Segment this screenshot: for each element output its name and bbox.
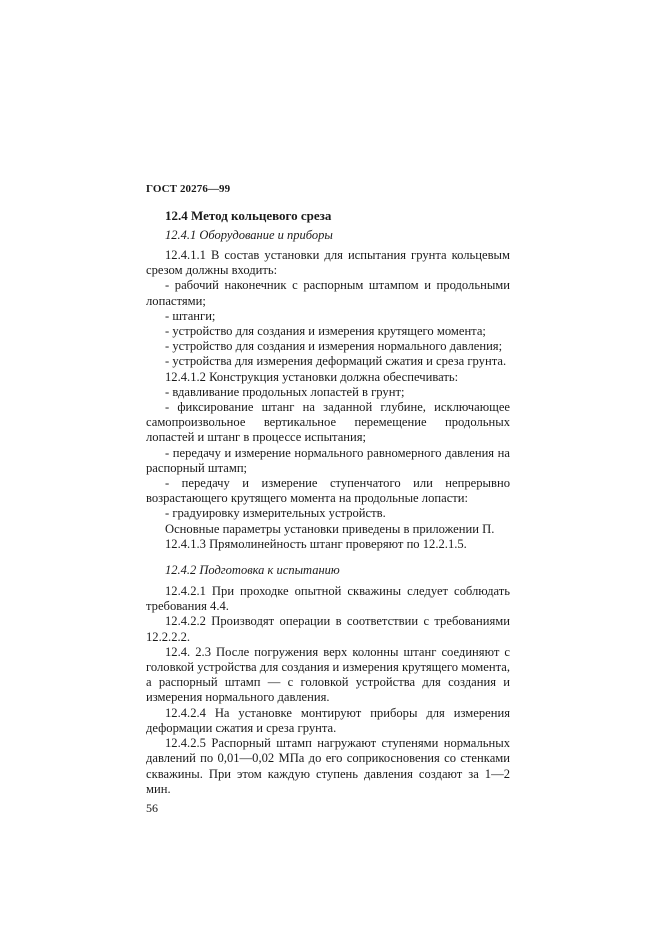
paragraph: 12.4.1.1 В состав установки для испытания грунта кольцевым срезом должны входить:: [146, 248, 510, 278]
list-item: - передачу и измерение нормального равномерного давления на распорный штамп;: [146, 445, 510, 475]
subsection-title-preparation: 12.4.2 Подготовка к испытанию: [165, 563, 340, 578]
section-title: 12.4 Метод кольцевого среза: [165, 208, 332, 223]
list-item: - штанги;: [165, 308, 216, 323]
paragraph: 12.4.2.1 При проходке опытной скважины следует соблюдать требования 4.4.: [146, 584, 510, 614]
paragraph: 12.4.2.5 Распорный штамп нагружают ступенями нормальных давлений по 0,01—0,02 МПа до его соприкосновения со стенками скважины. При этом каждую ступень давления создают за 1—2 мин.: [146, 736, 510, 796]
running-header: ГОСТ 20276—99: [146, 183, 231, 195]
paragraph: 12.4.2.2 Производят операции в соответствии с требованиями 12.2.2.2.: [146, 614, 510, 644]
paragraph: 12.4. 2.3 После погружения верх колонны штанг соединяют с головкой устройства для создания и измерения крутящего момента, а распорный штамп — с головкой устройства для создания и измерения нормального давления.: [146, 644, 510, 705]
list-item: - устройство для создания и измерения крутящего момента;: [165, 324, 486, 339]
document-page: [146, 182, 510, 816]
list-item: - вдавливание продольных лопастей в грунт;: [165, 384, 405, 399]
paragraph: 12.4.2.4 На установке монтируют приборы для измерения деформации сжатия и среза грунта.: [146, 705, 510, 735]
list-item: - устройство для создания и измерения нормального давления;: [165, 339, 503, 354]
paragraph: 12.4.1.3 Прямолинейность штанг проверяют по 12.2.1.5.: [165, 536, 467, 551]
paragraph: 12.4.1.2 Конструкция установки должна обеспечивать:: [165, 369, 459, 384]
list-item: - градуировку измерительных устройств.: [165, 506, 386, 521]
paragraph: Основные параметры установки приведены в приложении П.: [165, 521, 495, 536]
list-item: - передачу и измерение ступенчатого или непрерывно возрастающего крутящего момента на продольные лопасти:: [146, 476, 510, 506]
list-item: - рабочий наконечник с распорным штампом и продольными лопастями;: [146, 278, 510, 308]
list-item: - устройства для измерения деформаций сжатия и среза грунта.: [165, 354, 507, 369]
subsection-title-equipment: 12.4.1 Оборудование и приборы: [165, 228, 333, 242]
page-number: 56: [146, 800, 158, 815]
list-item: - фиксирование штанг на заданной глубине, исключающее самопроизвольное вертикальное перемещение продольных лопастей и штанг в процессе испытания;: [146, 400, 510, 445]
